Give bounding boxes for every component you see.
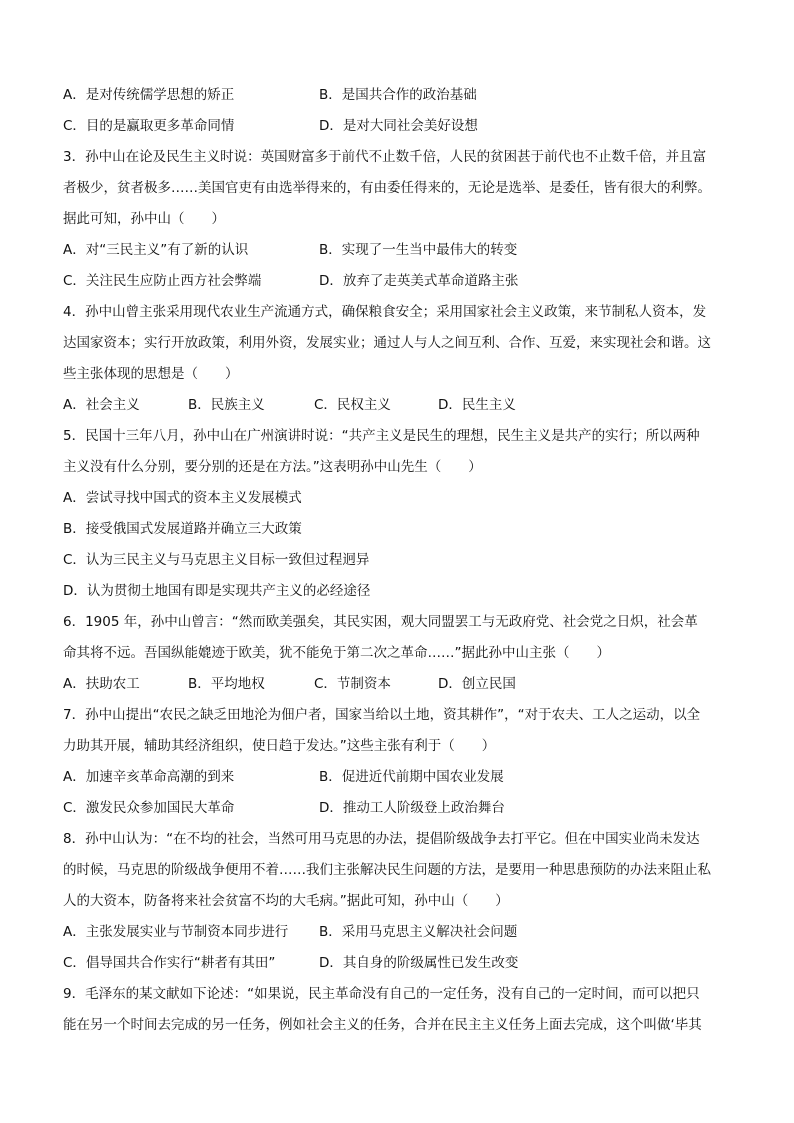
q5-option-d[interactable]: D．认为贯彻土地国有即是实现共产主义的必经途径 bbox=[63, 583, 371, 599]
q7-option-b[interactable]: B．促进近代前期中国农业发展 bbox=[319, 769, 504, 785]
q7-stem-line: 力助其开展，辅助其经济组织，使日趋于发达。”这些主张有利于（ ） bbox=[63, 738, 496, 754]
q7-options-row-2 bbox=[63, 793, 733, 824]
q3-options-row-1 bbox=[63, 235, 733, 266]
q4-option-a[interactable]: A．社会主义 bbox=[63, 397, 140, 413]
q8-option-b[interactable]: B．采用马克思主义解决社会问题 bbox=[319, 924, 518, 940]
q4-option-d[interactable]: D．民生主义 bbox=[438, 397, 516, 413]
q8-option-c[interactable]: C．倡导国共合作实行“耕者有其田” bbox=[63, 955, 276, 971]
q5-option-b[interactable]: B．接受俄国式发展道路并确立三大政策 bbox=[63, 521, 302, 537]
question-list bbox=[63, 80, 733, 1041]
q8-stem-line: 8．孙中山认为：“在不均的社会，当然可用马克思的办法，提倡阶级战争去打平它。但在中国实业尚未发达 bbox=[63, 831, 700, 847]
q6-option-b[interactable]: B．平均地权 bbox=[188, 676, 265, 692]
q4-options-row bbox=[63, 390, 733, 421]
q6-option-c[interactable]: C．节制资本 bbox=[314, 676, 391, 692]
q2-options-row-1 bbox=[63, 80, 733, 111]
q2-option-c[interactable]: C．目的是赢取更多革命同情 bbox=[63, 118, 235, 134]
q4-stem-line: 达国家资本；实行开放政策，利用外资，发展实业；通过人与人之间互利、合作、互爱，来实现社会和谐。这 bbox=[63, 335, 711, 351]
q5-stem-line: 5．民国十三年八月，孙中山在广州演讲时说：“共产主义是民生的理想，民生主义是共产的实行；所以两种 bbox=[63, 428, 700, 444]
q3-option-b[interactable]: B．实现了一生当中最伟大的转变 bbox=[319, 242, 518, 258]
q6-options-row bbox=[63, 669, 733, 700]
q7-stem-line: 7．孙中山提出“农民之缺乏田地沦为佃户者，国家当给以土地，资其耕作”，“对于农夫、工人之运动，以全 bbox=[63, 707, 701, 723]
q5-option-c[interactable]: C．认为三民主义与马克思主义目标一致但过程迥异 bbox=[63, 552, 370, 568]
q6-stem-line: 6．1905 年，孙中山曾言：“然而欧美强矣，其民实困，观大同盟罢工与无政府党、社会党之日炽，社会革 bbox=[63, 614, 698, 630]
q7-options-row-1 bbox=[63, 762, 733, 793]
q7-option-a[interactable]: A．加速辛亥革命高潮的到来 bbox=[63, 769, 235, 785]
q7-option-d[interactable]: D．推动工人阶级登上政治舞台 bbox=[319, 800, 505, 816]
q8-stem-line: 的时候，马克思的阶级战争便用不着……我们主张解决民生问题的方法，是要用一种思患预防的办法来阻止私 bbox=[63, 862, 711, 878]
q5-stem-line: 主义没有什么分别，要分别的还是在方法。”这表明孙中山先生（ ） bbox=[63, 459, 482, 475]
q8-stem-line: 人的大资本，防备将来社会贫富不均的大毛病。”据此可知，孙中山（ ） bbox=[63, 893, 509, 909]
q9-stem-line: 能在另一个时间去完成的另一任务，例如社会主义的任务，合并在民主主义任务上面去完成，这个叫做‘毕其 bbox=[63, 1017, 702, 1033]
q3-option-d[interactable]: D．放弃了走英美式革命道路主张 bbox=[319, 273, 519, 289]
q8-options-row-2 bbox=[63, 948, 733, 979]
q3-stem-line: 者极少，贫者极多……美国官吏有由选举得来的，有由委任得来的，无论是选举、是委任，皆有很大的利弊。 bbox=[63, 180, 711, 196]
q6-stem-line: 命其将不远。吾国纵能媲迹于欧美，犹不能免于第二次之革命……”据此孙中山主张（ ） bbox=[63, 645, 610, 661]
q7-option-c[interactable]: C．激发民众参加国民大革命 bbox=[63, 800, 235, 816]
q3-option-c[interactable]: C．关注民生应防止西方社会弊端 bbox=[63, 273, 262, 289]
q3-stem-line: 据此可知，孙中山（ ） bbox=[63, 211, 225, 227]
q2-option-b[interactable]: B．是国共合作的政治基础 bbox=[319, 87, 477, 103]
q8-option-d[interactable]: D．其自身的阶级属性已发生改变 bbox=[319, 955, 519, 971]
q2-option-d[interactable]: D．是对大同社会美好设想 bbox=[319, 118, 478, 134]
q4-option-b[interactable]: B．民族主义 bbox=[188, 397, 265, 413]
q5-option-a[interactable]: A．尝试寻找中国式的资本主义发展模式 bbox=[63, 490, 302, 506]
q8-option-a[interactable]: A．主张发展实业与节制资本同步进行 bbox=[63, 924, 289, 940]
q4-stem-line: 些主张体现的思想是（ ） bbox=[63, 366, 239, 382]
q6-option-d[interactable]: D．创立民国 bbox=[438, 676, 516, 692]
q6-option-a[interactable]: A．扶助农工 bbox=[63, 676, 140, 692]
q2-option-a[interactable]: A．是对传统儒学思想的矫正 bbox=[63, 87, 235, 103]
q8-options-row-1 bbox=[63, 917, 733, 948]
q9-stem-line: 9．毛泽东的某文献如下论述：“如果说，民主革命没有自己的一定任务，没有自己的一定时间，而可以把只 bbox=[63, 986, 700, 1002]
q3-stem-line: 3．孙中山在论及民生主义时说：英国财富多于前代不止数千倍，人民的贫困甚于前代也不止数千倍，并且富 bbox=[63, 149, 707, 165]
q2-options-row-2 bbox=[63, 111, 733, 142]
q3-options-row-2 bbox=[63, 266, 733, 297]
q3-option-a[interactable]: A．对“三民主义”有了新的认识 bbox=[63, 242, 249, 258]
q4-option-c[interactable]: C．民权主义 bbox=[314, 397, 391, 413]
q4-stem-line: 4．孙中山曾主张采用现代农业生产流通方式，确保粮食安全；采用国家社会主义政策，来节制私人资本，发 bbox=[63, 304, 707, 320]
